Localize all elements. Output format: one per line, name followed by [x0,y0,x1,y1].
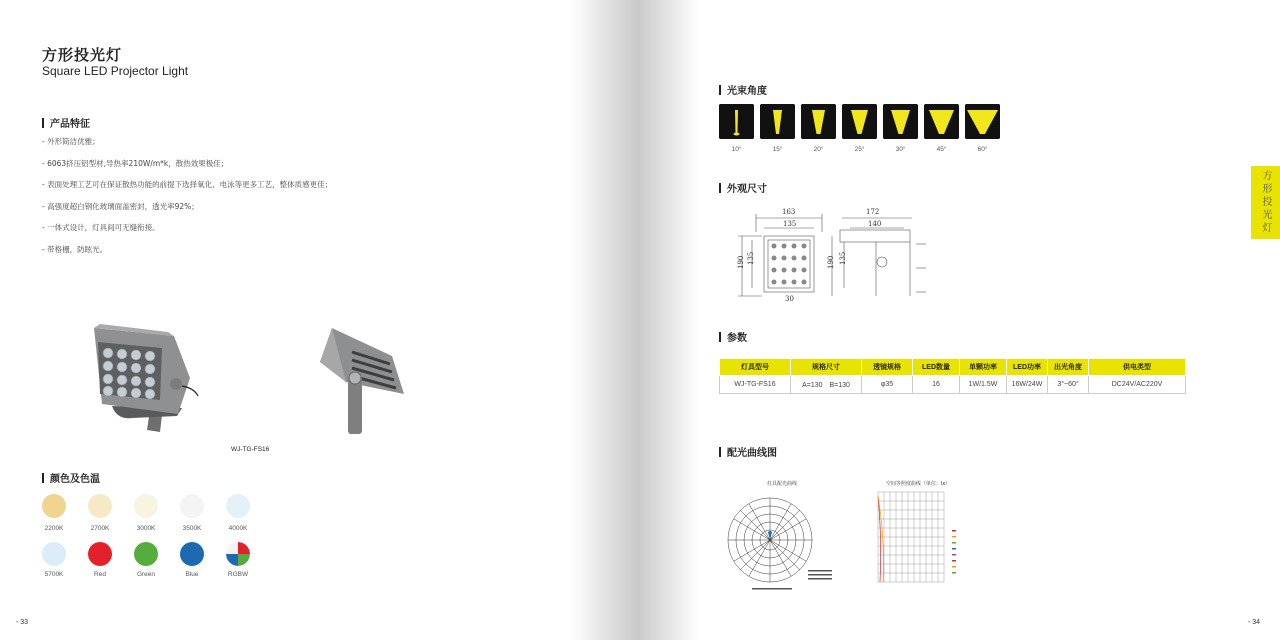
features-heading-text: 产品特征 [50,119,90,130]
isolux-chart [868,478,988,594]
swatch-2200k [42,494,66,518]
feature-item: - 表面处理工艺可在保证散热功能的前提下选择氧化、电泳等更多工艺，整体质感更佳； [42,180,333,190]
beam-label: 60° [977,146,988,153]
page-fold-shadow [570,0,640,640]
colors-heading-text: 颜色及色温 [50,474,100,485]
table-cell: DC24V/AC220V [1089,376,1186,394]
table-header: 单颗功率 [960,359,1007,376]
params-heading [719,329,747,344]
dim-140: 140 [868,220,882,228]
feature-item: - 外形简洁优雅； [42,137,100,146]
dim-135: 135 [783,220,797,228]
product-model-label: WJ-TG-FS16 [231,446,270,453]
heading-bar-icon [719,85,721,95]
product-side-image [312,322,412,440]
heading-bar-icon [42,118,44,128]
heading-bar-icon [42,473,44,483]
table-cell: 16W/24W [1007,376,1048,394]
swatch-label: Red [94,571,106,578]
table-header: 规格尺寸 [791,359,862,376]
swatch-red [88,542,112,566]
dim-190-side: 190 [827,255,835,269]
swatch-blue [180,542,204,566]
beam-label: 20° [813,146,824,153]
swatch-label: 2200K [44,525,64,532]
dimension-drawing [732,204,932,304]
swatch-label: 3000K [136,525,156,532]
beam-label: 45° [936,146,947,153]
dim-135-side: 135 [839,251,847,265]
beam-60-icon [965,104,1000,139]
heading-bar-icon [719,183,721,193]
params-heading-text: 参数 [727,333,747,344]
dim-190-front: 190 [737,255,745,269]
swatch-label: Blue [185,571,199,578]
swatch-5700k [42,542,66,566]
table-cell: WJ-TG-FS16 [720,376,791,394]
page-number-left: - 33 [16,619,29,626]
heading-bar-icon [719,332,721,342]
table-cell: A=130 B=130 [791,376,862,394]
product-title-cn: 方形投光灯 [42,46,123,64]
table-header: 出光角度 [1048,359,1089,376]
dimension-heading [719,180,767,195]
beam-label: 30° [895,146,906,153]
dim-135-front: 135 [747,251,755,265]
swatch-label: 3500K [182,525,202,532]
isolux-chart-title: 空间等照度曲线（单位：lx） [885,481,951,487]
dim-163: 163 [782,208,796,216]
table-cell: 1W/1.5W [960,376,1007,394]
table-header: 供电类型 [1089,359,1186,376]
right-page [640,0,1280,640]
dimension-heading-text: 外观尺寸 [727,184,767,195]
swatch-label: 5700K [44,571,64,578]
curve-heading [719,444,777,459]
feature-item: - 带格栅，防眩光。 [42,244,108,254]
swatch-green [134,542,158,566]
heading-bar-icon [719,447,721,457]
swatch-rgbw [226,542,250,566]
colors-heading [42,470,100,485]
swatch-label: RGBW [227,571,249,578]
side-tab: 方形投光灯 [1251,166,1280,239]
beam-heading [719,82,767,97]
page-number-right: - 34 [1248,619,1261,626]
swatch-label: 4000K [228,525,248,532]
dim-30: 30 [785,295,794,303]
beam-15-icon [760,104,795,139]
table-header: 灯具型号 [720,359,791,376]
polar-chart-title: 灯具配光曲线 [766,481,798,487]
beam-25-icon [842,104,877,139]
beam-label: 15° [772,146,783,153]
dim-172: 172 [866,208,880,216]
feature-item: - 高强度超白钢化玻璃面盖密封，透光率92%； [42,201,199,211]
table-cell: 16 [913,376,960,394]
feature-item: - 6063挤压铝型材,导热率210W/m*k，散热效果极佳； [42,158,229,168]
beam-label: 25° [854,146,865,153]
product-title-en: Square LED Projector Light [42,64,189,78]
polar-distribution-chart [722,478,842,596]
table-header: 透镜规格 [862,359,913,376]
beam-label: 10° [731,146,742,153]
swatch-label: 2700K [90,525,110,532]
features-heading [42,115,90,130]
table-header: LED功率 [1007,359,1048,376]
swatch-2700k [88,494,112,518]
beam-45-icon [924,104,959,139]
page-fold-shadow [640,0,700,640]
feature-item: - 一体式设计，灯具间可无缝衔接。 [42,223,160,233]
table-cell: φ35 [862,376,913,394]
beam-10-icon [719,104,754,139]
product-front-image [82,318,212,440]
swatch-4000k [226,494,250,518]
swatch-3000k [134,494,158,518]
beam-heading-text: 光束角度 [727,86,767,97]
beam-30-icon [883,104,918,139]
swatch-label: Green [136,571,156,578]
table-header: LED数量 [913,359,960,376]
spec-table [719,358,1186,394]
table-cell: 3°~60° [1048,376,1089,394]
table-header-row [720,359,1186,376]
curve-heading-text: 配光曲线图 [727,448,777,459]
beam-20-icon [801,104,836,139]
features-list [42,136,332,266]
swatch-3500k [180,494,204,518]
table-row [720,376,1186,394]
